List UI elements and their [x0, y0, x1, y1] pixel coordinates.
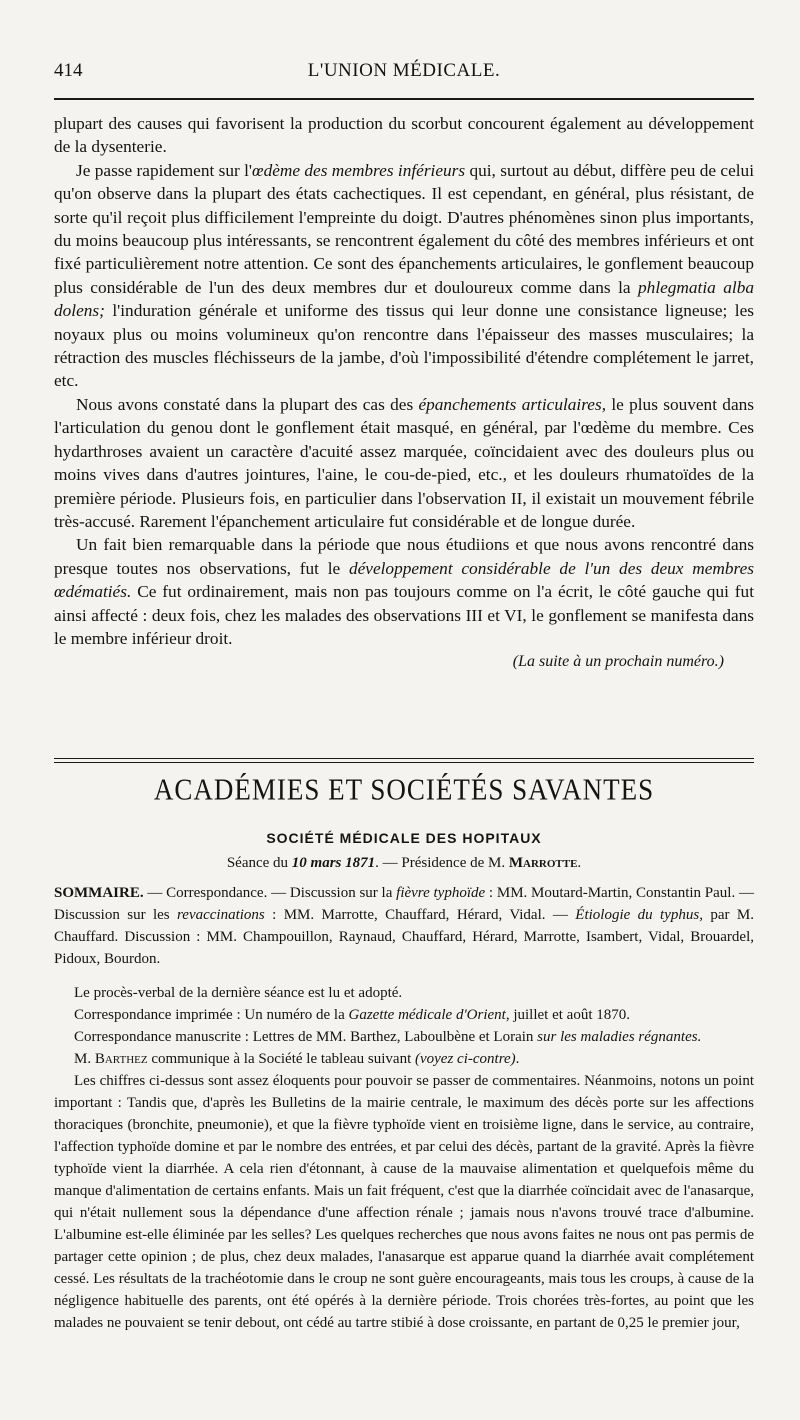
seance-text: . [577, 855, 582, 871]
section-rule [54, 758, 754, 759]
seance-text: Séance du [226, 855, 292, 871]
seance-text: . — Présidence de M. [375, 855, 509, 871]
paragraph-text: Correspondance manuscrite : Lettres de MM. Barthez, Laboulbène et Lorain [74, 1029, 538, 1045]
paragraph-text: le plus souvent dans l'articulation du genou dont le gonflement était masqué, en général, par l'œdème du membre. Ces hydarthroses avaient un caractère d'acuité assez marquée, coïncidaient avec des douleurs plus ou moins vives dans d'autres jointures, l'aine, le cou-de-pied, etc., et les douleurs rhumatoïdes de la première période. Plusieurs fois, en particulier dans l'observation II, il existait un mouvement fébrile très-accusé. Rarement l'épanchement articulaire fut considérable et de longue durée. [54, 394, 754, 531]
paragraph-text: Ce fut ordinairement, mais non pas toujours comme on l'a écrit, le côté gauche qui fut ainsi affecté : deux fois, chez les malades des observations III et VI, le gonflement se manifesta dans le membre inférieur droit. [54, 582, 754, 648]
emphasis-text: œdème des membres inférieurs [252, 160, 466, 180]
paragraph-text: l'induration générale et uniforme des tissus qui leur donne une consistance ligneuse; les noyaux plus ou moins volumineux qu'on rencontre dans l'épaisseur des masses musculaires; la rétraction des muscles fléchisseurs de la jambe, d'où l'impossibilité d'étendre complétement le jarret, etc. [54, 301, 754, 391]
sommaire-text: : MM. Moutard-Martin, Constantin Paul. — Discussion sur les [54, 885, 754, 923]
section-rule [54, 762, 754, 763]
emphasis-text: sur les maladies régnantes. [537, 1029, 702, 1045]
emphasis-text: Gazette médicale d'Orient [348, 1007, 506, 1023]
sommaire-text: par M. Chauffard. Discussion : MM. Champouillon, Raynaud, Chauffard, Hérard, Marrotte, Isambert, Vidal, Brouardel, Pidoux, Bourdon. [54, 907, 754, 967]
seance-date: 10 mars 1871 [291, 855, 376, 871]
paragraph-text: Un fait bien remarquable dans la période que nous étudiions et que nous avons rencontré dans presque toutes nos observations, fut le [54, 535, 754, 578]
paragraph-text: Je passe rapidement sur l' [76, 160, 253, 180]
paragraph-text: Le procès-verbal de la dernière séance est lu et adopté. [74, 985, 403, 1001]
paragraph-text: plupart des causes qui favorisent la production du scorbut concourent également au développement de la dysenterie. [54, 114, 754, 157]
paragraph [54, 1070, 754, 1334]
paragraph-text: , juillet et août 1870. [505, 1007, 630, 1023]
paragraph-text: qui, surtout au début, diffère peu de celui qu'on observe dans la plupart des états cachectiques. Il est cependant, en général, plus résistant, de sorte qu'il reçoit plus difficilement l'empreinte du doigt. D'autres phénomènes sinon plus importants, du moins beaucoup plus intéressants, se rencontrent également du côté des membres inférieurs et ont fixé particulièrement notre attention. Ce sont des épanchements articulaires, le gonflement beaucoup plus considérable de l'un des deux membres dur et douloureux comme dans la [54, 160, 755, 297]
emphasis-text: fièvre typhoïde [396, 885, 486, 901]
speaker-name: Barthez [94, 1051, 148, 1067]
header-rule [54, 98, 754, 100]
sommaire-text: : MM. Marrotte, Chauffard, Hérard, Vidal. — [264, 907, 576, 923]
page-header [54, 60, 754, 90]
paragraph [54, 159, 754, 393]
section-title: ACADÉMIES ET SOCIÉTÉS SAVANTES [153, 771, 655, 807]
paragraph [54, 1048, 754, 1070]
paragraph-text: Correspondance imprimée : Un numéro de la [74, 1007, 349, 1023]
paragraph-text: Nous avons constaté dans la plupart des cas des [76, 394, 419, 414]
emphasis-text: Étiologie du typhus, [575, 907, 703, 923]
paragraph-text: . [515, 1051, 520, 1067]
minutes-body [54, 882, 754, 1334]
article-body [54, 112, 754, 674]
seance-line [54, 855, 754, 872]
emphasis-text: (voyez ci-contre) [415, 1051, 516, 1067]
society-title: SOCIÉTÉ MÉDICALE DES HOPITAUX [266, 830, 542, 846]
paragraph [54, 1004, 754, 1026]
page-number: 414 [54, 60, 83, 81]
paragraph [54, 982, 754, 1004]
emphasis-text: revaccinations [177, 907, 265, 923]
paragraph [54, 1026, 754, 1048]
paragraph-text: M. [74, 1051, 95, 1067]
running-head: L'UNION MÉDICALE. [307, 60, 501, 81]
paragraph [54, 393, 754, 533]
sommaire-text: — Correspondance. — Discussion sur la [143, 885, 397, 901]
emphasis-text: développement considérable de l'un des deux membres œdématiés. [54, 558, 754, 602]
paragraph [54, 112, 754, 159]
president-name: Marrotte [508, 855, 578, 871]
paragraph-text: communique à la Société le tableau suivant [147, 1051, 415, 1067]
paragraph-text: Les chiffres ci-dessus sont assez éloquents pour pouvoir se passer de commentaires. Néanmoins, notons un point important : Tandis que, d'après les Bulletins de la mairie centrale, le maximum des décès porte sur les affections thoraciques (bronchite, pneumonie), et que la fièvre typhoïde vient en troisième ligne, dans le service, au contraire, l'affection typhoïde domine et par le nombre des entrées, et par celui des décès, partant de la gravité. Après la fièvre typhoïde vient la diarrhée. A cela rien d'étonnant, à cause de la mauvaise alimentation et quelquefois même du manque d'alimentation de certains enfants. Mais un fait fréquent, c'est que la diarrhée coïncidait avec de l'anasarque, qui n'était nullement sous la dépendance d'une affection rénale ; jamais nous n'avons trouvé trace d'albumine. L'albumine est-elle éliminée par les selles? Les quelques recherches que nous avons faites ne nous ont pas permis de partager cette opinion ; de plus, chez deux malades, l'anasarque est apparue quand la diarrhée avait complétement cessé. Les résultats de la trachéotomie dans le croup ne sont guère encourageants, mais tous les croups, à cause de la négligence habituelle des parents, ont été opérés à la dernière période. Trois chorées très-fortes, au point que les malades ne pouvaient se tenir debout, ont cédé au tartre stibié à dose croissante, en partant de 0,25 le premier jour, [54, 1073, 754, 1331]
emphasis-text: épanchements articulaires, [418, 394, 607, 414]
emphasis-text: phlegmatia alba dolens; [54, 277, 754, 321]
sommaire-label: SOMMAIRE. [54, 885, 144, 901]
sommaire [54, 882, 754, 970]
paragraph [54, 533, 754, 650]
continued-note: (La suite à un prochain numéro.) [512, 653, 724, 671]
